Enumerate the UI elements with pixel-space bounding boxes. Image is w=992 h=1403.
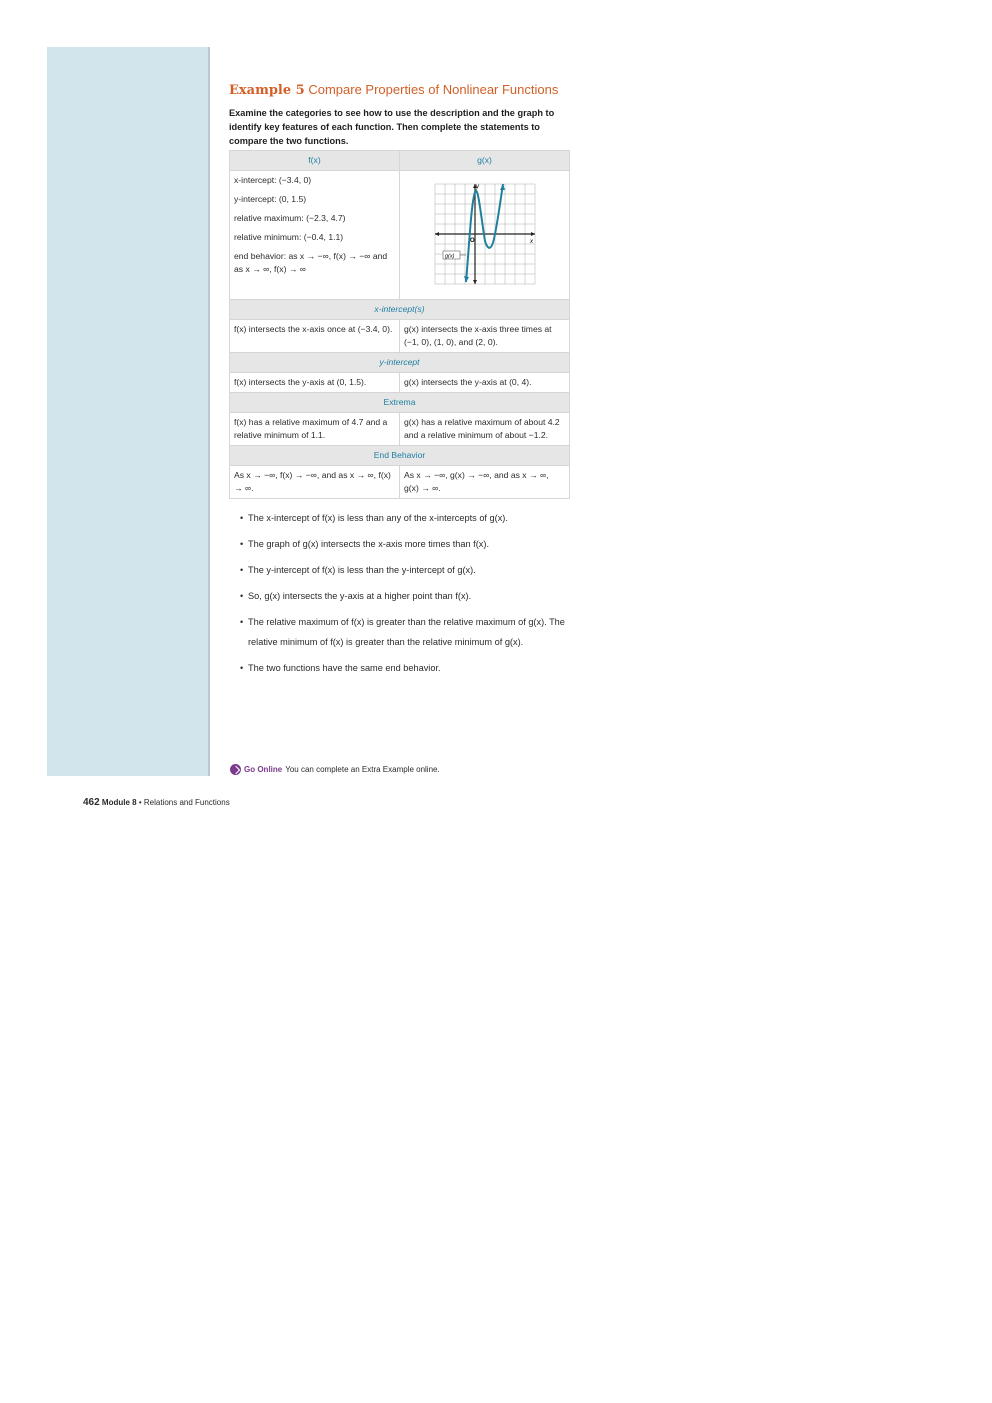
f-properties-cell (230, 171, 400, 300)
example-intro: Examine the categories to see how to use the description and the graph to identify key features of each function. Then complete the statements to compare the two functions. (229, 108, 555, 146)
sidebar-divider (208, 47, 210, 776)
x-axis-label: x (529, 239, 533, 245)
statement-text: The relative maximum of f(x) is greater than the relative maximum of g(x). The relative minimum of f(x) is greater than the relative minimum of g(x). (248, 617, 565, 647)
statement-text: The two functions have the same end behavior. (248, 663, 441, 673)
g-graph-cell (400, 171, 570, 300)
f-prop-end-behavior: end behavior: as x → −∞, f(x) → −∞ and as x → ∞, f(x) → ∞ (234, 251, 388, 274)
page-number: 462 (83, 797, 100, 808)
bullet: • (240, 565, 244, 575)
statement-text: So, g(x) intersects the y-axis at a higher point than f(x). (248, 591, 472, 601)
statement-text: The graph of g(x) intersects the x-axis more times than f(x). (248, 539, 490, 549)
origin-label: O (469, 238, 475, 244)
bullet: • (240, 539, 244, 549)
g-curve (466, 184, 503, 282)
section-header-x-intercepts (230, 300, 570, 320)
bullet: • (240, 617, 244, 627)
example-heading (229, 80, 570, 101)
f-x-intercepts-cell: f(x) intersects the x-axis once at (−3.4, 0). (230, 320, 400, 353)
column-header-f: f(x) (230, 151, 400, 171)
f-prop-relative-minimum: relative minimum: (−0.4, 1.1) (234, 232, 344, 242)
f-prop-x-intercept: x-intercept: (−3.4, 0) (234, 175, 312, 185)
statement-item (240, 658, 580, 678)
bullet: • (240, 663, 244, 673)
example-number: Example 5 (229, 83, 305, 98)
g-x-intercepts-cell: g(x) intersects the x-axis three times at (−1, 0), (1, 0), and (2, 0). (400, 320, 570, 353)
footer-topic: Relations and Functions (143, 798, 230, 807)
comparison-statements (240, 508, 580, 684)
statement-item (240, 508, 580, 528)
cursor-click-icon (230, 764, 241, 775)
column-header-g: g(x) (400, 151, 570, 171)
statement-item (240, 534, 580, 554)
section-header-y-intercept (230, 353, 570, 373)
g-curve-arrow-left (464, 276, 469, 282)
statement-item (240, 612, 580, 652)
x-axis-arrow (531, 232, 535, 236)
footer-separator: • (138, 798, 142, 807)
g-graph (430, 179, 540, 289)
section-title-x-intercepts: x-intercept(s) (374, 304, 425, 314)
y-axis-label: y (475, 184, 479, 190)
statement-text: The x-intercept of f(x) is less than any of the x-intercepts of g(x). (248, 513, 508, 523)
comparison-table (229, 150, 570, 499)
statement-text: The y-intercept of f(x) is less than the y-intercept of g(x). (248, 565, 476, 575)
f-end-behavior-cell: As x → −∞, f(x) → −∞, and as x → ∞, f(x) → ∞. (230, 466, 400, 499)
f-extrema-cell: f(x) has a relative maximum of 4.7 and a relative minimum of 1.1. (230, 413, 400, 446)
f-y-intercept-cell: f(x) intersects the y-axis at (0, 1.5). (230, 373, 400, 393)
footer-module: Module 8 (101, 798, 137, 807)
bullet: • (240, 591, 244, 601)
section-header-extrema: Extrema (230, 393, 570, 413)
g-end-behavior-cell: As x → −∞, g(x) → −∞, and as x → ∞, g(x) → ∞. (400, 466, 570, 499)
x-axis-arrow-left (435, 232, 439, 236)
section-header-end-behavior: End Behavior (230, 446, 570, 466)
statement-item (240, 586, 580, 606)
bullet: • (240, 513, 244, 523)
section-title-y-intercept: y-intercept (379, 357, 420, 367)
page-footer (83, 797, 230, 808)
go-online-note[interactable] (230, 764, 440, 775)
y-axis-arrow-bottom (473, 280, 477, 284)
g-extrema-cell: g(x) has a relative maximum of about 4.2 and a relative minimum of about −1.2. (400, 413, 570, 446)
f-prop-relative-maximum: relative maximum: (−2.3, 4.7) (234, 213, 346, 223)
go-online-link[interactable]: Go Online (244, 765, 283, 774)
example-content (229, 80, 570, 499)
statement-item (240, 560, 580, 580)
g-curve-label: g(x) (444, 253, 454, 260)
g-y-intercept-cell: g(x) intersects the y-axis at (0, 4). (400, 373, 570, 393)
sidebar-panel (47, 47, 208, 776)
f-prop-y-intercept: y-intercept: (0, 1.5) (234, 194, 307, 204)
example-title: Compare Properties of Nonlinear Functions (308, 82, 559, 97)
go-online-text: You can complete an Extra Example online. (285, 765, 440, 774)
